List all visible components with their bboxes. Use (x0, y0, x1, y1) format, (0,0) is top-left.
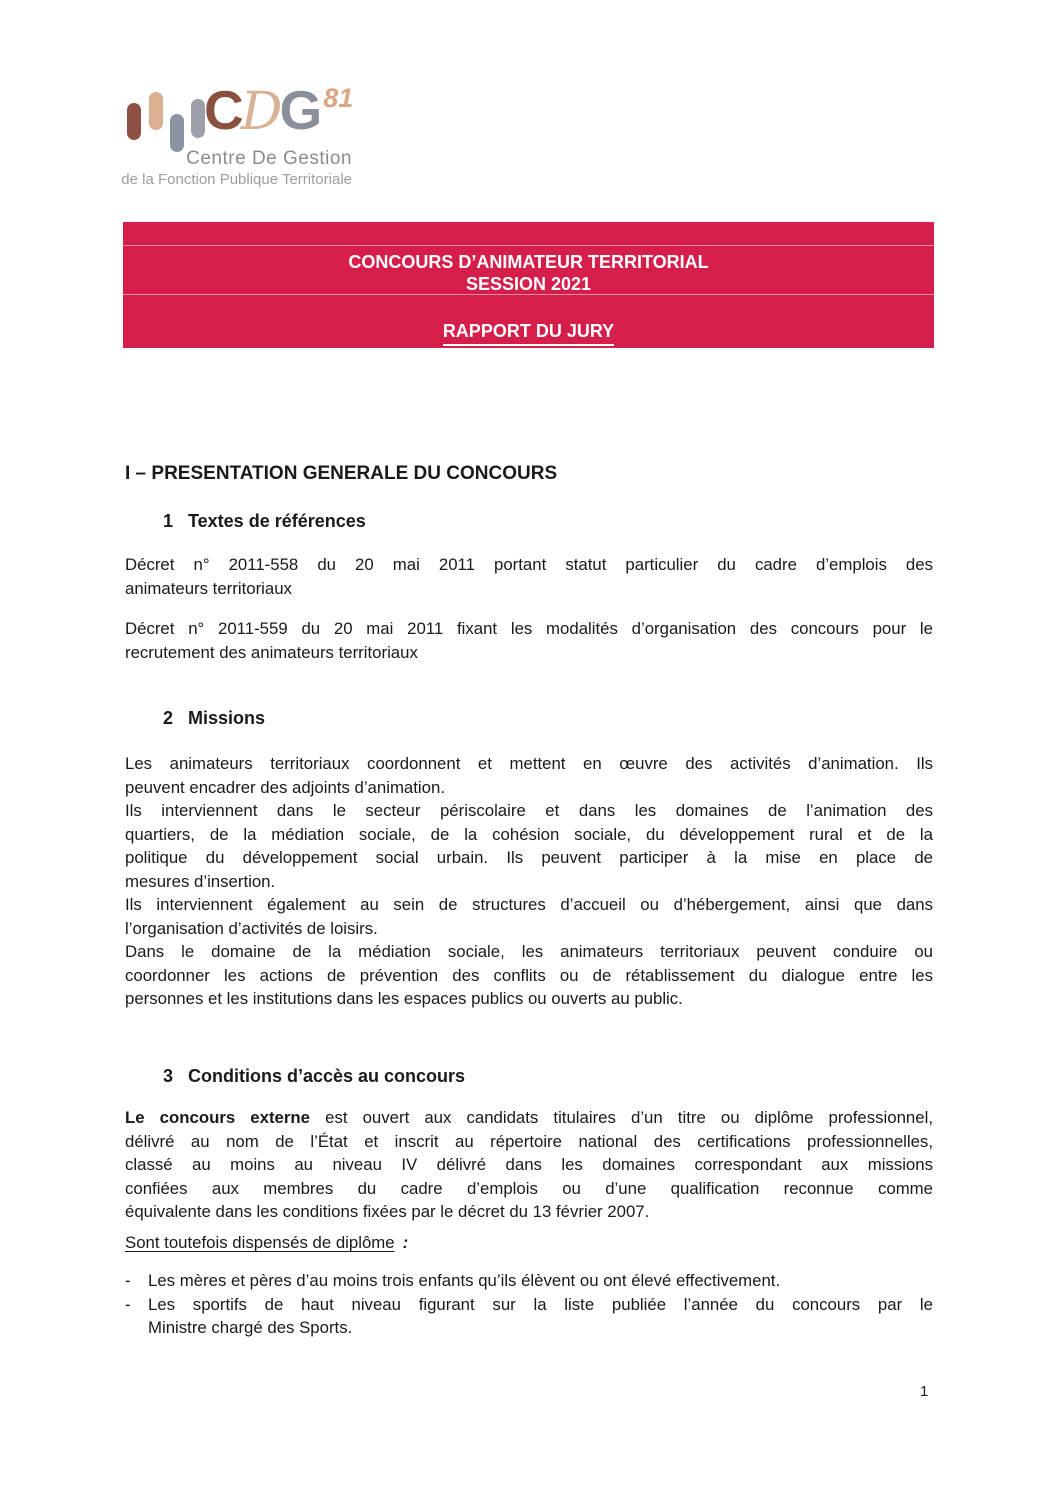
text-line: Ils interviennent dans le secteur périscolaire et dans les domaines de l’animation des (125, 801, 933, 820)
section2-heading (125, 706, 933, 730)
text-line: délivré au nom de l’État et inscrit au répertoire national des certifications professionnelles, (125, 1131, 933, 1151)
text-line: équivalente dans les conditions fixées par le décret du 13 février 2007. (125, 1202, 650, 1221)
text-line: recrutement des animateurs territoriaux (125, 642, 418, 662)
banner-line1: CONCOURS D’ANIMATEUR TERRITORIAL (348, 252, 709, 272)
logo-org-name: Centre De Gestion (186, 148, 352, 169)
text-line: Les animateurs territoriaux coordonnent et mettent en œuvre des activités d’animation. Ils (125, 754, 933, 773)
bullet1-text: Les mères et pères d’au moins trois enfants qu’ils élèvent ou ont élevé effectivement. (148, 1271, 781, 1290)
text-line: peuvent encadrer des adjoints d’animation. (125, 777, 445, 797)
logo-bar-icon (191, 99, 205, 138)
logo-letter-g: G (279, 79, 323, 141)
section2-paragraph4 (125, 940, 933, 1011)
section1-paragraph2 (125, 617, 933, 664)
section1-paragraph1 (125, 553, 933, 600)
logo-letter-c: C (204, 79, 241, 141)
text-line: Décret n° 2011-558 du 20 mai 2011 portant statut particulier du cadre d’emplois des (125, 555, 933, 574)
section2-paragraph2 (125, 799, 933, 893)
dispense-heading-line (125, 1231, 933, 1255)
dispense-colon: : (402, 1233, 409, 1252)
dispense-heading: Sont toutefois dispensés de diplôme (125, 1233, 395, 1252)
list-item (125, 1269, 933, 1293)
banner-spacer-row (123, 222, 934, 245)
logo-org-subtitle: de la Fonction Publique Territoriale (121, 171, 352, 188)
text-line: Ministre chargé des Sports. (148, 1318, 353, 1337)
logo-bar-icon (170, 114, 184, 152)
logo-letter-d: D (240, 82, 280, 142)
text-line: Décret n° 2011-559 du 20 mai 2011 fixant les modalités d’organisation des concours pour le (125, 619, 933, 638)
text-line: confiées aux membres du cadre d’emplois ou d’une qualification reconnue comme (125, 1178, 933, 1198)
dispense-bullet-list (125, 1269, 933, 1340)
banner-subtitle-row (123, 295, 934, 346)
section3-paragraph (125, 1106, 933, 1224)
text-line: Ils interviennent également au sein de structures d’accueil ou d’hébergement, ainsi que dans (125, 895, 933, 914)
text-line: politique du développement social urbain. Ils peuvent participer à la mise en place de (125, 848, 933, 867)
banner-line3: RAPPORT DU JURY (443, 320, 614, 346)
section2-paragraph1 (125, 752, 933, 799)
logo-bar-icon (127, 103, 141, 140)
section3-paragraph-lines (125, 1130, 933, 1224)
main-title: I – PRESENTATION GENERALE DU CONCOURS (125, 463, 558, 484)
text-line: personnes et les institutions dans les espaces publics ou ouverts au public. (125, 989, 683, 1008)
section3-lead-line (125, 1106, 933, 1130)
bullet-dash-icon: - (125, 1294, 131, 1314)
text-line: Dans le domaine de la médiation sociale, les animateurs territoriaux peuvent conduire ou (125, 942, 933, 961)
title-banner (123, 222, 934, 348)
section2-paragraph3 (125, 893, 933, 940)
banner-line2: SESSION 2021 (465, 274, 592, 294)
bullet2-text (148, 1293, 933, 1340)
logo-acronym (204, 80, 352, 155)
section3-heading (125, 1064, 933, 1088)
section2-heading-label: Missions (188, 708, 266, 728)
section3-lead-bold: Le concours externe (125, 1108, 311, 1127)
section1-heading (125, 509, 933, 533)
text-line: l’organisation d’activités de loisirs. (125, 918, 378, 938)
list-item (125, 1293, 933, 1340)
text-line: quartiers, de la médiation sociale, de la cohésion sociale, du développement rural et de la (125, 824, 933, 844)
text-line: Les sportifs de haut niveau figurant sur la liste publiée l’année du concours par le (148, 1294, 933, 1314)
logo-number-81: 81 (323, 83, 354, 113)
page-number: 1 (920, 1383, 929, 1400)
bullet-dash-icon: - (125, 1271, 131, 1290)
banner-title-row (123, 245, 934, 295)
section3-number: 3 (163, 1066, 174, 1086)
cdg81-logo (112, 79, 354, 196)
logo-bar-icon (149, 92, 163, 130)
section3-heading-label: Conditions d’accès au concours (188, 1066, 466, 1086)
section3-lead-rest: est ouvert aux candidats titulaires d’un titre ou diplôme professionnel, (310, 1108, 933, 1127)
section2-body (125, 752, 933, 1011)
section1-number: 1 (163, 511, 174, 531)
text-line: coordonner les actions de prévention des conflits ou de rétablissement du dialogue entre les (125, 965, 933, 985)
section2-number: 2 (163, 708, 174, 728)
text-line: mesures d’insertion. (125, 871, 276, 891)
text-line: animateurs territoriaux (125, 578, 292, 598)
section1-heading-label: Textes de références (188, 511, 366, 531)
text-line: classé au moins au niveau IV délivré dans les domaines correspondant aux missions (125, 1155, 933, 1174)
